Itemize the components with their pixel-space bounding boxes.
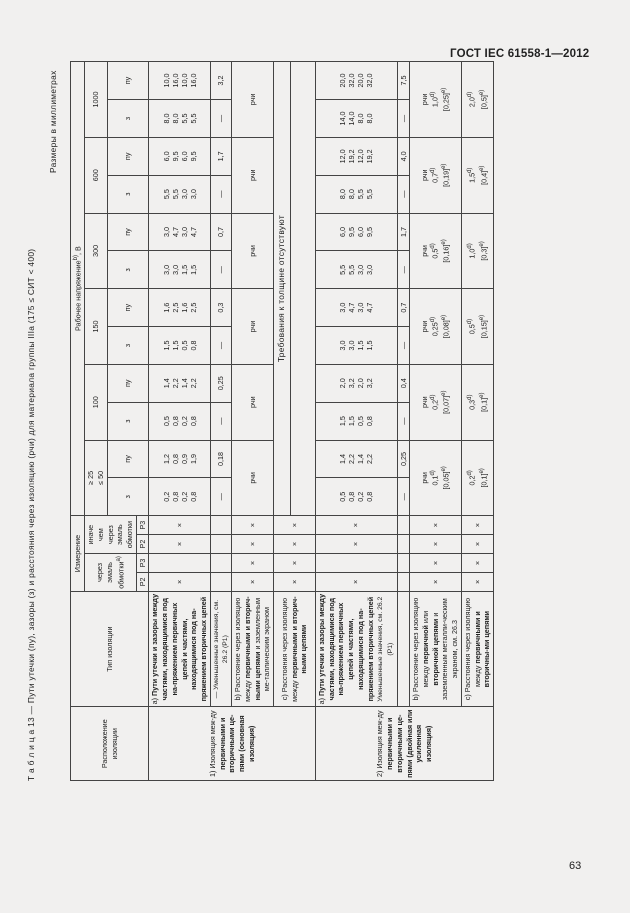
sc-header: пу: [107, 364, 149, 402]
value-cell: рчи: [232, 137, 274, 213]
value-cell: —: [210, 478, 231, 516]
mark: ×: [410, 554, 462, 573]
value-cell: рчи 0,7$^{d)}$ $[0,19]^{e)}$: [410, 137, 462, 213]
value-cell: рчи 0,2$^{d)}$ $[0,07]^{e)}$: [410, 364, 462, 440]
header-location: Расположение изоляции: [71, 707, 149, 781]
value-cell: рчи 0,5$^{d)}$ $[0,16]^{e)}$: [410, 213, 462, 289]
mark: ×: [273, 535, 315, 554]
mark: ×: [149, 572, 210, 591]
mark: ×: [232, 572, 274, 591]
page-number: 63: [569, 860, 582, 872]
mark: [210, 572, 231, 591]
header-type: Тип изоляции: [71, 591, 149, 707]
mark: ×: [461, 554, 493, 573]
value-cell: 0,3$^{d)}$ $[0,1]^{e)}$: [461, 364, 493, 440]
value-cell: —: [397, 478, 410, 516]
value-cell: —: [397, 327, 410, 365]
value-cell: 6,0 9,5 6,0 9,5: [315, 213, 397, 251]
empty-cell: [397, 591, 410, 707]
value-cell: —: [210, 327, 231, 365]
mark: ×: [315, 572, 397, 591]
value-cell: 0,25: [210, 364, 231, 402]
mark: ×: [410, 572, 462, 591]
value-cell: 0,5$^{d)}$ $[0,15]^{e)}$: [461, 289, 493, 365]
header-row-1: [71, 62, 85, 781]
mark: ×: [273, 516, 315, 535]
value-cell: 0,25: [397, 440, 410, 478]
mark: [397, 572, 410, 591]
voltage-header-1: 100: [85, 364, 107, 440]
row-1a-reduced: [210, 62, 231, 781]
value-cell: 1,0$^{d)}$ $[0,3]^{e)}$: [461, 213, 493, 289]
row-2a-reduced: [397, 62, 410, 781]
value-cell: 3,0 4,7 3,0 4,7: [315, 289, 397, 327]
value-cell: рчи: [232, 289, 274, 365]
value-cell: 6,0 9,5 6,0 9,5: [149, 137, 210, 175]
value-cell: —: [210, 402, 231, 440]
row-2b: [410, 62, 462, 781]
value-cell: —: [210, 251, 231, 289]
voltage-header-5: 1000: [85, 62, 107, 138]
value-cell: 5,5 5,5 3,0 3,0: [315, 251, 397, 289]
units-note: Размеры в миллиметрах: [48, 70, 58, 173]
mark: ×: [232, 535, 274, 554]
value-cell: 0,18: [210, 440, 231, 478]
value-cell: 3,0 4,7 3,0 4,7: [149, 213, 210, 251]
sc-header: з: [107, 251, 149, 289]
mark: ×: [149, 535, 210, 554]
value-cell: 12,0 19,2 12,0 19,2: [315, 137, 397, 175]
rotated-table-block: [26, 61, 630, 781]
mark: ×: [461, 535, 493, 554]
mark: ×: [410, 516, 462, 535]
value-cell: 0,3: [210, 289, 231, 327]
empty-cell: [290, 62, 315, 516]
value-cell: рчи: [232, 440, 274, 516]
value-cell: 0,5 0,8 0,2 0,8: [315, 478, 397, 516]
mark: ×: [461, 516, 493, 535]
mark: ×: [410, 535, 462, 554]
mark: ×: [461, 572, 493, 591]
mark: ×: [315, 516, 397, 535]
value-cell: 0,5 0,8 0,2 0,8: [149, 402, 210, 440]
mark: [210, 535, 231, 554]
voltage-header-2: 150: [85, 289, 107, 365]
p2-header: P2: [136, 535, 149, 554]
value-cell: 20,0 32,0 20,0 32,0: [315, 62, 397, 100]
mark: [397, 554, 410, 573]
type-cell-1c: c) Расстояния через изоляцию между первичными и вторич-ными цепями: [273, 591, 315, 707]
sc-header: з: [107, 175, 149, 213]
value-cell: рчи: [232, 62, 274, 138]
header-through-enamel: через эмаль обмотки$^{а)}$: [85, 554, 137, 592]
value-cell: рчи: [232, 364, 274, 440]
header-measurement: Измерение: [71, 516, 85, 592]
p2-header: P2: [136, 572, 149, 591]
sc-header: з: [107, 402, 149, 440]
value-cell: —: [397, 251, 410, 289]
value-cell: 0,7: [397, 289, 410, 327]
value-cell: 1,5$^{d)}$ $[0,4]^{e)}$: [461, 137, 493, 213]
value-cell: —: [397, 100, 410, 138]
value-cell: 1,4 2,2 1,4 2,2: [315, 440, 397, 478]
table-caption: Т а б л и ц а 13 — Пути утечки (пу), зазоры (з) и расстояния через изоляцию (рчи) для материала группы IIIа (175 ≤ СИТ < 400): [26, 248, 36, 781]
value-cell: —: [210, 175, 231, 213]
sc-header: пу: [107, 213, 149, 251]
value-cell: рчи: [232, 213, 274, 289]
value-cell: 4,0: [397, 137, 410, 175]
type-note-1a: — Уменьшенные значения, см. 26.2 (P1): [210, 591, 231, 707]
value-cell: —: [397, 175, 410, 213]
mark: ×: [149, 516, 210, 535]
location-cell-1: 1) Изоляция меж-ду первичными и вторичными це-пями (основная изоляция): [149, 707, 316, 781]
value-cell: 3,2: [210, 62, 231, 100]
document-code: ГОСТ IEC 61558-1—2012: [450, 48, 590, 60]
sc-header: з: [107, 478, 149, 516]
voltage-header-0: ≥ 25 ≤ 50: [85, 440, 107, 516]
sc-header: пу: [107, 137, 149, 175]
value-cell: 2,0 3,2 2,0 3,2: [315, 364, 397, 402]
value-cell: 8,0 8,0 5,5 5,5: [315, 175, 397, 213]
mark: ×: [232, 554, 274, 573]
sc-header: з: [107, 100, 149, 138]
value-cell: 1,7: [210, 137, 231, 175]
value-cell: 1,7: [397, 213, 410, 251]
row-2a: [315, 62, 397, 781]
value-cell: 0,4: [397, 364, 410, 402]
value-cell: 1,5 1,5 0,5 0,8: [149, 327, 210, 365]
sc-header: пу: [107, 440, 149, 478]
value-cell: 0,7: [210, 213, 231, 251]
mark: [210, 554, 231, 573]
value-cell: 1,6 2,5 1,6 2,5: [149, 289, 210, 327]
mark: [397, 516, 410, 535]
value-cell: рчи 1,0$^{d)}$ $[0,25]^{e)}$: [410, 62, 462, 138]
value-cell: 1,4 2,2 1,4 2,2: [149, 364, 210, 402]
value-cell: 5,5 5,5 3,0 3,0: [149, 175, 210, 213]
value-cell: рчи 0,1$^{d)}$ $[0,05]^{e)}$: [410, 440, 462, 516]
mark: [397, 535, 410, 554]
value-cell: 0,2 0,8 0,2 0,8: [149, 478, 210, 516]
row-1a: [149, 62, 210, 781]
row-1b: [232, 62, 274, 781]
row-1c: [273, 62, 290, 781]
sc-header: пу: [107, 289, 149, 327]
mark: ×: [273, 554, 315, 573]
requirement-note: Требования к толщине отсутствуют: [273, 62, 290, 516]
value-cell: 1,5 1,5 0,5 0,8: [315, 402, 397, 440]
value-cell: —: [210, 100, 231, 138]
mark: ×: [273, 572, 315, 591]
mark: [210, 516, 231, 535]
value-cell: 3,0 3,0 1,5 1,5: [315, 327, 397, 365]
value-cell: 1,2 0,8 0,9 1,9: [149, 440, 210, 478]
type-cell-1a: а) Пути утечки и зазоры между частями, находящимися под на-пряжением первичных цепей и частями, находящимися под на-пряжением вторичных цепей: [149, 591, 210, 707]
value-cell: 14,0 14,0 8,0 8,0: [315, 100, 397, 138]
sc-header: пу: [107, 62, 149, 100]
value-cell: 8,0 8,0 5,5 5,5: [149, 100, 210, 138]
location-cell-2: 2) Изоляция меж-ду первичными и вторичными це-пями (двойная или усиленная изоляция): [315, 707, 493, 781]
mark: [149, 554, 210, 573]
type-cell-2c: c) Расстояния через изоляцию между первичными и вторичны-ми цепями: [461, 591, 493, 707]
value-cell: рчи 0,25$^{d)}$ $[0,08]^{e)}$: [410, 289, 462, 365]
row-2c: [461, 62, 493, 781]
type-cell-1b: b) Расстояние через изоляцию между первичными и вторич-ными цепями и заземленным ме-таллическим экраном: [232, 591, 274, 707]
insulation-distance-table: [70, 61, 494, 781]
mark: ×: [232, 516, 274, 535]
value-cell: 10,0 16,0 10,0 16,0: [149, 62, 210, 100]
p3-header: P3: [136, 554, 149, 573]
mark: ×: [315, 535, 397, 554]
mark: [315, 554, 397, 573]
sc-header: з: [107, 327, 149, 365]
value-cell: —: [397, 402, 410, 440]
type-cell-2a: а) Пути утечки и зазоры между частями, находящимися под на-пряжением первичных цепей и частями, находящимися под на-пряжением вторичных цепей Уменьшенные значения, см. 26.2 (P1): [315, 591, 397, 707]
voltage-header-4: 600: [85, 137, 107, 213]
type-cell-2b: b) Расстояние через изоляцию между первичной или вторичной цепями и заземленным металли-ческим экраном, см. 26.3: [410, 591, 462, 707]
value-cell: 7,5: [397, 62, 410, 100]
voltage-header-3: 300: [85, 213, 107, 289]
value-cell: 0,2$^{d)}$ $[0,1]^{e)}$: [461, 440, 493, 516]
value-cell: 3,0 3,0 1,5 1,5: [149, 251, 210, 289]
header-other-than-enamel: иначе чем через эмаль обмотки: [85, 516, 137, 554]
header-working-voltage: Рабочее напряжение$^{b)}$, В: [71, 62, 85, 516]
value-cell: 2,0$^{d)}$ $[0,5]^{e)}$: [461, 62, 493, 138]
p3-header: P3: [136, 516, 149, 535]
